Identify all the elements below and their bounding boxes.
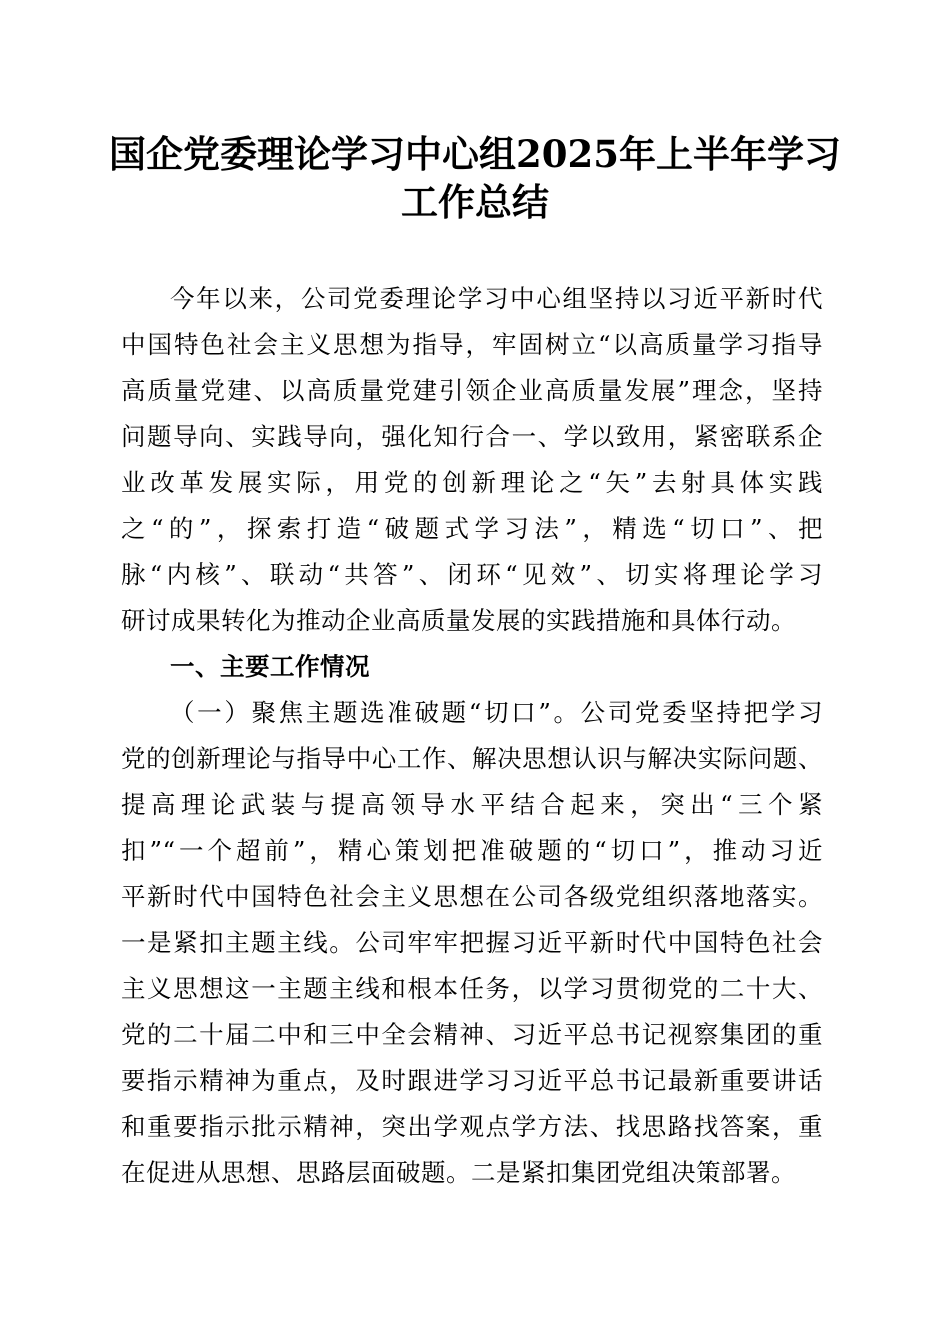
paragraph-line: 党的创新理论与指导中心工作、解决思想认识与解决实际问题、 <box>121 744 823 773</box>
title-line-2: 工作总结 <box>401 180 549 224</box>
paragraph-line: 扣”“一个超前”，精心策划把准破题的“切口”，推动习近 <box>121 836 823 865</box>
paragraph-line: 之“的”，探索打造“破题式学习法”，精选“切口”、把 <box>121 514 823 543</box>
paragraph-line: 业改革发展实际，用党的创新理论之“矢”去射具体实践 <box>121 468 823 497</box>
paragraph-line: 要指示精神为重点，及时跟进学习习近平总书记最新重要讲话 <box>121 1066 823 1095</box>
paragraph-line: 提高理论武装与提高领导水平结合起来，突出“三个紧 <box>121 790 823 819</box>
paragraph-line: 平新时代中国特色社会主义思想在公司各级党组织落地落实。 <box>121 882 823 911</box>
document-body <box>121 276 823 1196</box>
paragraph-line: 在促进从思想、思路层面破题。二是紧扣集团党组决策部署。 <box>121 1158 796 1187</box>
paragraph-line: （一）聚焦主题选准破题“切口”。公司党委坚持把学习 <box>170 698 823 727</box>
paragraph-line: 脉“内核”、联动“共答”、闭环“见效”、切实将理论学习 <box>121 560 823 589</box>
document-title <box>100 130 850 226</box>
paragraph-line: 高质量党建、以高质量党建引领企业高质量发展”理念，坚持 <box>121 376 823 405</box>
paragraph-line: 一是紧扣主题主线。公司牢牢把握习近平新时代中国特色社会 <box>121 928 823 957</box>
title-line-1: 国企党委理论学习中心组2025年上半年学习 <box>109 132 841 176</box>
paragraph-line: 党的二十届二中和三中全会精神、习近平总书记视察集团的重 <box>121 1020 823 1049</box>
paragraph-line: 今年以来，公司党委理论学习中心组坚持以习近平新时代 <box>170 284 823 313</box>
section-heading: 一、主要工作情况 <box>170 652 370 681</box>
paragraph-line: 问题导向、实践导向，强化知行合一、学以致用，紧密联系企 <box>121 422 823 451</box>
paragraph-line: 研讨成果转化为推动企业高质量发展的实践措施和具体行动。 <box>121 606 796 635</box>
paragraph-line: 主义思想这一主题主线和根本任务，以学习贯彻党的二十大、 <box>121 974 823 1003</box>
paragraph-line: 中国特色社会主义思想为指导，牢固树立“以高质量学习指导 <box>121 330 823 359</box>
paragraph-line: 和重要指示批示精神，突出学观点学方法、找思路找答案，重 <box>121 1112 823 1141</box>
